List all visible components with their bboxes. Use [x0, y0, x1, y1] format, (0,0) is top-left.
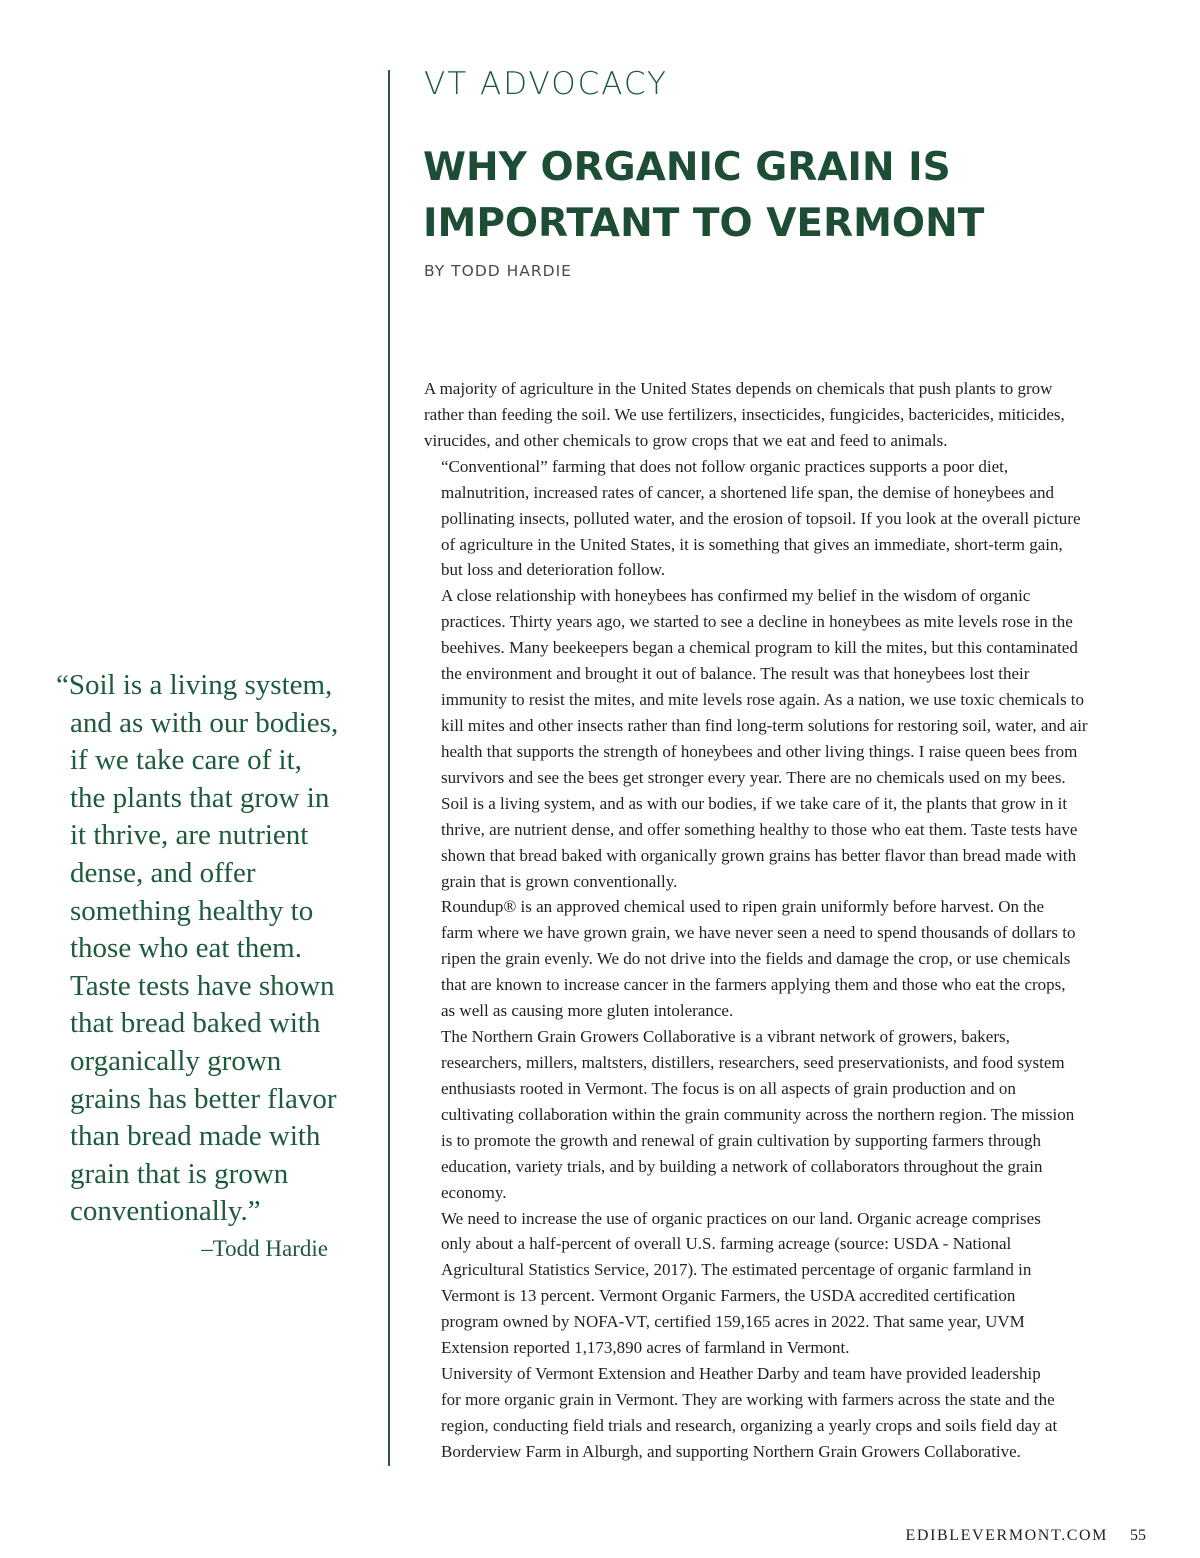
pull-quote-line: grains has better flavor [70, 1082, 337, 1115]
pull-quote-line: “Soil is a living system, [56, 669, 333, 701]
body-line: A majority of agriculture in the United States depends on chemicals that push plants to grow [424, 379, 1053, 398]
body-line: immunity to resist the mites, and mite levels rose again. As a nation, we use toxic chemicals to [441, 690, 1085, 710]
pull-quote-line: and as with our bodies, [70, 706, 339, 739]
body-line: health that supports the strength of honeybees and other living things. I raise queen bees from [441, 741, 1078, 761]
body-line: researchers, millers, maltsters, distillers, researchers, seed preservationists, and food system [441, 1052, 1065, 1072]
article-body [424, 376, 1154, 1465]
headline-line: IMPORTANT TO VERMONT [423, 201, 985, 246]
body-paragraph [424, 1206, 1154, 1362]
pull-quote-line: than bread made with [70, 1120, 321, 1153]
body-line: farm where we have grown grain, we have never seen a need to spend thousands of dollars to [441, 923, 1076, 943]
body-line: beehives. Many beekeepers began a chemical program to kill the mites, but this contaminated [441, 638, 1078, 658]
body-line: Soil is a living system, and as with our bodies, if we take care of it, the plants that grow in it [441, 793, 1068, 813]
body-line: virucides, and other chemicals to grow crops that we eat and feed to animals. [424, 430, 948, 450]
body-line: shown that bread baked with organically grown grains has better flavor than bread made with [441, 845, 1077, 865]
body-line: but loss and deterioration follow. [441, 560, 666, 580]
body-line: economy. [441, 1182, 507, 1202]
body-line: Vermont is 13 percent. Vermont Organic Farmers, the USDA accredited certification [441, 1286, 1016, 1306]
column-divider [388, 70, 390, 1466]
body-line: Borderview Farm in Alburgh, and supporting Northern Grain Growers Collaborative. [441, 1441, 1021, 1461]
pull-quote-line: if we take care of it, [70, 744, 302, 777]
body-line: program owned by NOFA-VT, certified 159,165 acres in 2022. That same year, UVM [441, 1312, 1025, 1332]
pull-quote-line: it thrive, are nutrient [70, 819, 309, 852]
body-line: practices. Thirty years ago, we started to see a decline in honeybees as mite levels rose in the [441, 612, 1073, 632]
body-line: only about a half-percent of overall U.S. farming acreage (source: USDA - National [441, 1234, 1012, 1254]
body-line: the environment and brought it out of balance. The result was that honeybees lost their [441, 664, 1030, 684]
body-line: that are known to increase cancer in the farmers applying them and those who eat the crops, [441, 975, 1066, 995]
body-line: enthusiasts rooted in Vermont. The focus is on all aspects of grain production and on [441, 1078, 1016, 1098]
body-paragraph [424, 376, 1154, 454]
pull-quote [56, 667, 376, 1267]
body-line: pollinating insects, polluted water, and the erosion of topsoil. If you look at the overall picture [441, 508, 1081, 528]
body-paragraph [424, 583, 1154, 790]
body-line: Extension reported 1,173,890 acres of farmland in Vermont. [441, 1338, 850, 1358]
body-paragraph [424, 454, 1154, 584]
byline: BY TODD HARDIE [424, 262, 572, 280]
body-line: survivors and see the bees get stronger every year. There are no chemicals used on my bees. [441, 767, 1066, 787]
pull-quote-attribution: –Todd Hardie [201, 1235, 328, 1261]
body-line: A close relationship with honeybees has confirmed my belief in the wisdom of organic [441, 586, 1031, 606]
pull-quote-line: that bread baked with [70, 1007, 321, 1040]
body-line: is to promote the growth and renewal of grain cultivation by supporting farmers through [441, 1130, 1042, 1150]
body-paragraph [424, 1361, 1154, 1465]
body-line: Roundup® is an approved chemical used to ripen grain uniformly before harvest. On the [441, 897, 1045, 917]
pull-quote-line: dense, and offer [70, 856, 256, 889]
body-line: for more organic grain in Vermont. They are working with farmers across the state and the [441, 1389, 1055, 1409]
body-line: Agricultural Statistics Service, 2017). The estimated percentage of organic farmland in [441, 1260, 1032, 1280]
article-headline [423, 140, 984, 252]
headline-line: WHY ORGANIC GRAIN IS [423, 145, 951, 190]
body-line: “Conventional” farming that does not follow organic practices supports a poor diet, [441, 456, 1009, 476]
body-line: kill mites and other insects rather than find long-term solutions for restoring soil, water, and air [441, 715, 1088, 735]
body-line: The Northern Grain Growers Collaborative is a vibrant network of growers, bakers, [441, 1027, 1010, 1047]
body-line: cultivating collaboration within the grain community across the northern region. The mission [441, 1104, 1075, 1124]
body-line: We need to increase the use of organic practices on our land. Organic acreage comprises [441, 1208, 1041, 1228]
body-line: rather than feeding the soil. We use fertilizers, insecticides, fungicides, bactericides, miticides, [424, 404, 1065, 424]
body-line: as well as causing more gluten intolerance. [441, 1001, 734, 1021]
pull-quote-line: Taste tests have shown [70, 969, 335, 1002]
pull-quote-line: organically grown [70, 1044, 282, 1077]
pull-quote-line: conventionally.” [70, 1195, 261, 1228]
body-line: ripen the grain evenly. We do not drive into the fields and damage the crop, or use chemicals [441, 949, 1071, 969]
section-label: VT ADVOCACY [424, 66, 668, 102]
body-line: region, conducting field trials and research, organizing a yearly crops and soils field day at [441, 1415, 1058, 1435]
pull-quote-line: something healthy to [70, 894, 314, 927]
body-paragraph [424, 1024, 1154, 1205]
body-line: University of Vermont Extension and Heather Darby and team have provided leadership [441, 1364, 1041, 1384]
page-number: 55 [1130, 1527, 1146, 1544]
site-name: EDIBLEVERMONT.COM [905, 1527, 1108, 1544]
body-paragraph [424, 894, 1154, 1024]
body-line: thrive, are nutrient dense, and offer something healthy to those who eat them. Taste tests have [441, 819, 1078, 839]
body-paragraph [424, 791, 1154, 895]
pull-quote-line: those who eat them. [70, 932, 302, 965]
body-line: malnutrition, increased rates of cancer, a shortened life span, the demise of honeybees and [441, 482, 1054, 502]
pull-quote-line: grain that is grown [70, 1157, 289, 1190]
body-line: of agriculture in the United States, it is something that gives an immediate, short-term gain, [441, 534, 1063, 554]
page-footer [906, 1527, 1146, 1545]
body-line: education, variety trials, and by building a network of collaborators throughout the grain [441, 1156, 1043, 1176]
pull-quote-line: the plants that grow in [70, 781, 330, 814]
body-line: grain that is grown conventionally. [441, 871, 678, 891]
